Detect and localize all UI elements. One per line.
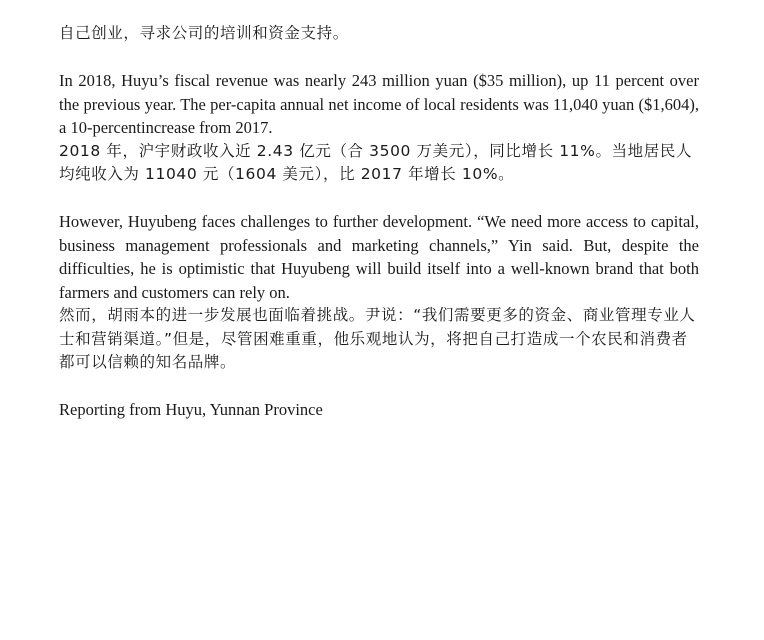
dateline: Reporting from Huyu, Yunnan Province bbox=[59, 400, 323, 419]
paragraph-zh-challenges: 然而，胡雨本的进一步发展也面临着挑战。尹说：“我们需要更多的资金、商业管理专业人士和营销渠道。”但是，尽管困难重重，他乐观地认为，将把自己打造成一个农民和消费者都可以信赖的知名品牌。 bbox=[59, 306, 696, 371]
paragraph-spacer bbox=[59, 187, 699, 211]
paragraph-spacer bbox=[59, 375, 699, 399]
document-body bbox=[59, 22, 699, 422]
paragraph-zh-revenue: 2018 年，沪宇财政收入近 2.43 亿元（合 3500 万美元），同比增长 11%。当地居民人均纯收入为 11040 元（1604 美元），比 2017 年增长 10%。 bbox=[59, 141, 693, 183]
paragraph-spacer bbox=[59, 46, 699, 70]
paragraph-zh-intro: 自己创业，寻求公司的培训和资金支持。 bbox=[59, 24, 349, 42]
paragraph-en-challenges: However, Huyubeng faces challenges to further development. “We need more access to capital, business management professionals and marketing channels,” Yin said. But, despite the difficulties, he is optimistic that Huyubeng will build itself into a well-known brand that both farmers and customers can rely on. bbox=[59, 212, 699, 302]
paragraph-en-revenue: In 2018, Huyu’s fiscal revenue was nearly 243 million yuan ($35 million), up 11 percent over the previous year. The per-capita annual net income of local residents was 11,040 yuan ($1,604), a 10-percentincrease from 2017. bbox=[59, 71, 699, 137]
